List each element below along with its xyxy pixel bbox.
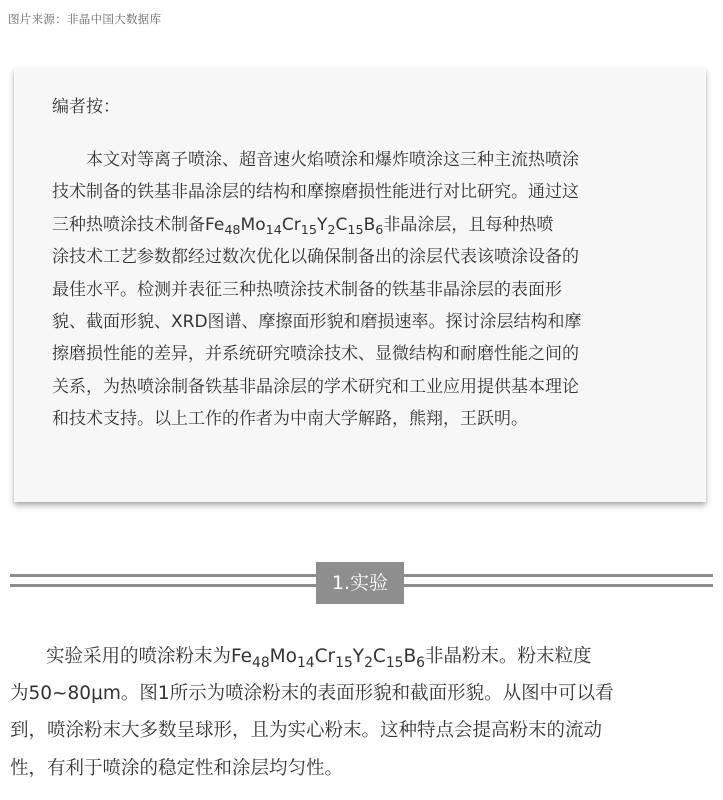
formula-subscript: 2 bbox=[364, 654, 373, 671]
editor-note-box bbox=[14, 68, 706, 502]
editor-note-line: 貌、截面形貌、XRD图谱、摩擦面形貌和磨损速率。探讨涂层结构和摩 bbox=[52, 311, 582, 332]
formula-element: Y bbox=[316, 214, 328, 235]
formula-subscript: 14 bbox=[265, 223, 282, 239]
editor-note-line: 技术制备的铁基非晶涂层的结构和摩擦磨损性能进行对比研究。通过这 bbox=[52, 182, 579, 203]
body-line: 到，喷涂粉末大多数呈球形，且为实心粉末。这种特点会提高粉末的流动 bbox=[10, 720, 603, 742]
editor-note-text bbox=[52, 144, 672, 436]
section-body-text bbox=[10, 638, 713, 787]
editor-note-line: 擦磨损性能的差异，并系统研究喷涂技术、显微结构和耐磨性能之间的 bbox=[52, 344, 579, 365]
formula-subscript: 6 bbox=[416, 654, 425, 671]
editor-note-line: 本文对等离子喷涂、超音速火焰喷涂和爆炸喷涂这三种主流热喷涂 bbox=[86, 150, 579, 170]
formula-subscript: 14 bbox=[296, 654, 315, 671]
formula-element: Fe bbox=[231, 646, 253, 667]
formula-element: B bbox=[403, 646, 417, 667]
editor-note-line: 和技术支持。以上工作的作者为中南大学解路，熊翔，王跃明。 bbox=[52, 409, 528, 430]
formula-element: Mo bbox=[240, 214, 266, 235]
formula-subscript: 15 bbox=[385, 654, 404, 671]
body-line: 为50~80μm。图1所示为喷涂粉末的表面形貌和截面形貌。从图中可以看 bbox=[10, 683, 614, 705]
formula-subscript: 6 bbox=[375, 223, 384, 239]
formula-element: C bbox=[335, 214, 348, 235]
formula-element: Cr bbox=[314, 646, 336, 667]
editor-note-line: 最佳水平。检测并表征三种热喷涂技术制备的铁基非晶涂层的表面形 bbox=[52, 279, 562, 300]
formula-element: B bbox=[363, 214, 376, 235]
formula-subscript: 15 bbox=[335, 654, 353, 671]
formula-subscript: 15 bbox=[300, 223, 317, 239]
body-line: 性，有利于喷涂的稳定性和涂层均匀性。 bbox=[10, 757, 344, 779]
alloy-formula bbox=[205, 214, 384, 239]
formula-subscript: 2 bbox=[327, 223, 336, 239]
formula-element: Mo bbox=[269, 646, 297, 667]
alloy-formula bbox=[231, 646, 425, 671]
formula-subscript: 48 bbox=[252, 654, 270, 671]
image-source-caption: 图片来源：非晶中国大数据库 bbox=[8, 12, 162, 26]
formula-subscript: 15 bbox=[347, 223, 364, 239]
formula-element: Fe bbox=[205, 214, 225, 235]
formula-element: Cr bbox=[281, 214, 301, 235]
body-line: 实验采用的喷涂粉末为$Fe_{48}Mo_{14}Cr_{15}Y_2C_{15}B_6$非晶粉末。粉末粒度 bbox=[46, 646, 592, 671]
formula-subscript: 48 bbox=[224, 223, 241, 239]
editor-note-line: 关系，为热喷涂制备铁基非晶涂层的学术研究和工业应用提供基本理论 bbox=[52, 376, 579, 397]
editor-note-label: 编者按： bbox=[52, 97, 120, 117]
editor-note-line: 三种热喷涂技术制备$Fe_{48}Mo_{14}Cr_{15}Y_2C_{15}B_6$非晶涂层，且每种热喷 bbox=[52, 214, 554, 239]
formula-element: C bbox=[372, 646, 386, 667]
editor-note-line: 涂技术工艺参数都经过数次优化以确保制备出的涂层代表该喷涂设备的 bbox=[52, 247, 579, 268]
section-title-badge: 1.实验 bbox=[316, 562, 404, 604]
formula-element: Y bbox=[352, 646, 365, 667]
section-heading-divider bbox=[0, 562, 723, 604]
